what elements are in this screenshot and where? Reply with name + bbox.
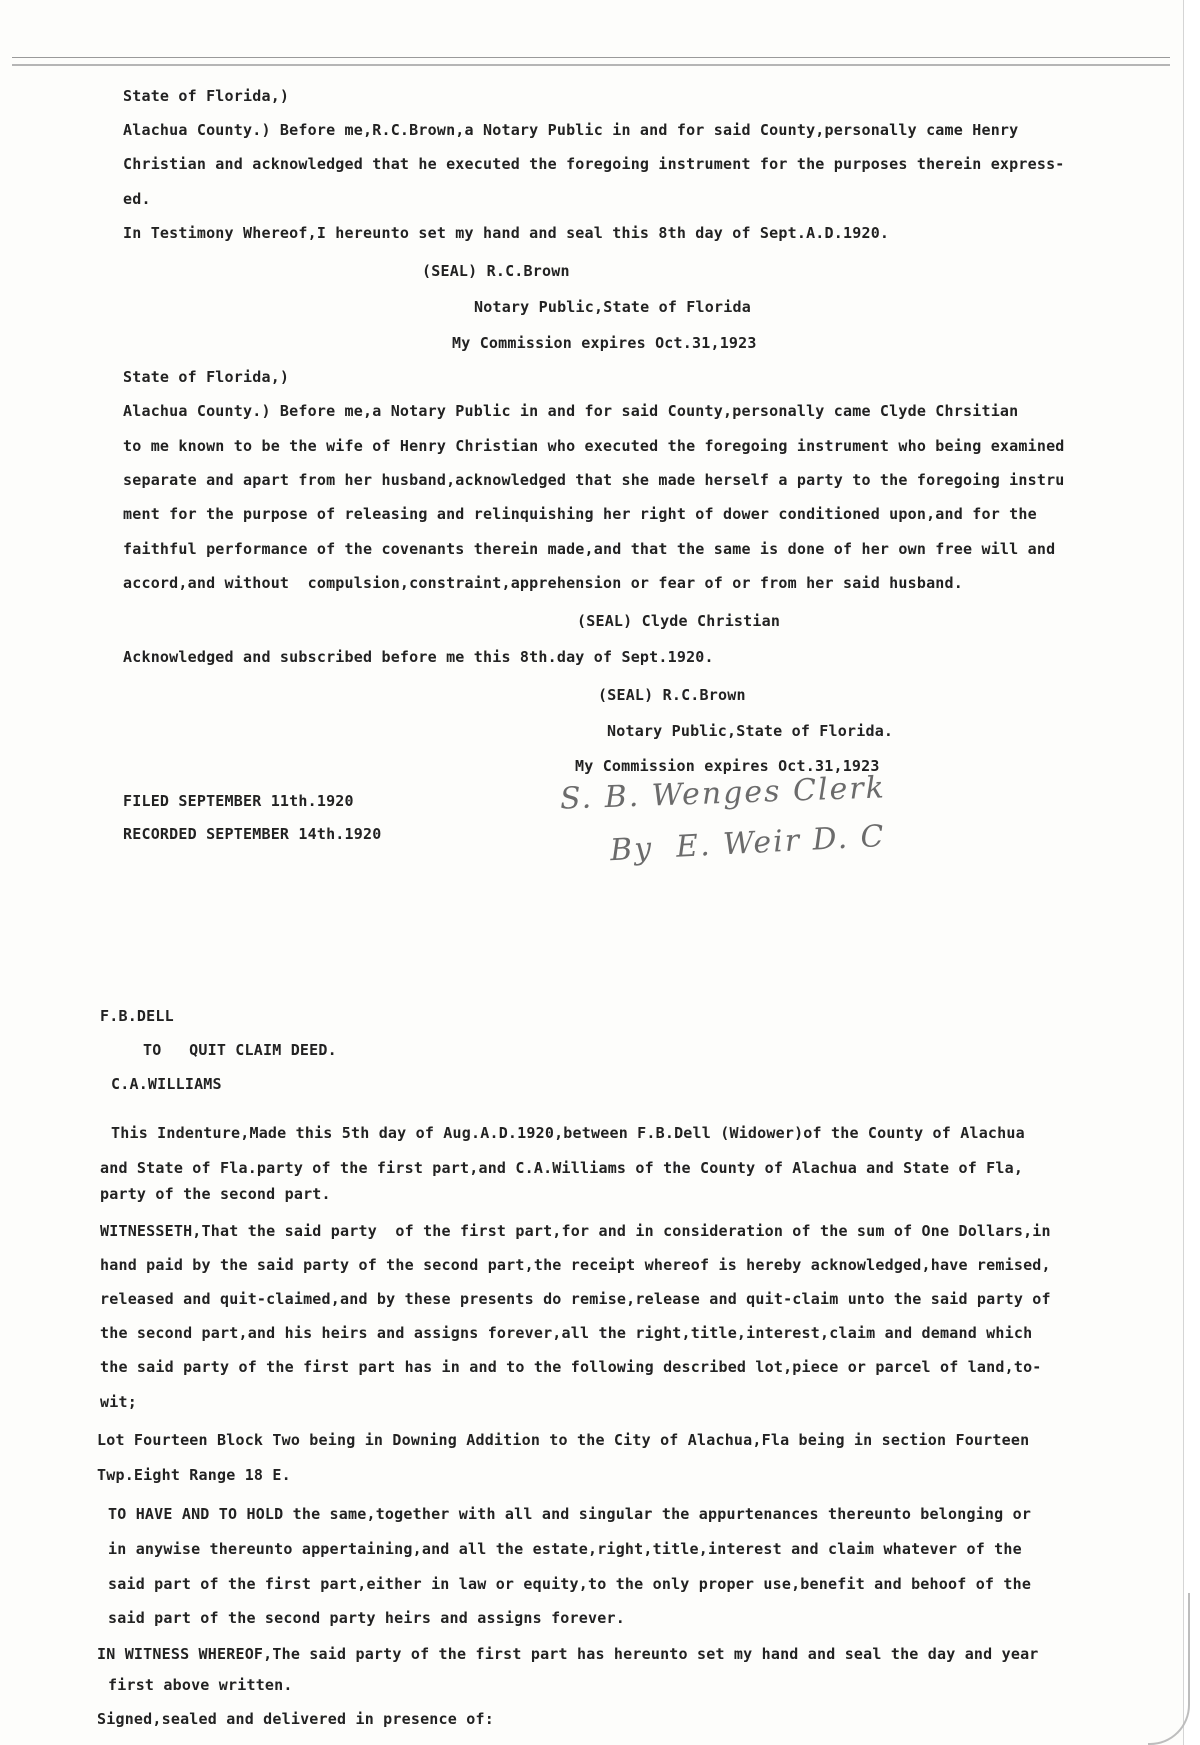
notary1-line-4: ed. bbox=[123, 190, 151, 208]
deed-habendum-3: said part of the first part,either in law or equity,to the only proper use,benefit and behoof of the bbox=[108, 1575, 1032, 1593]
deed-witness-1: IN WITNESS WHEREOF,The said party of the first part has hereunto set my hand and seal the day and year bbox=[97, 1645, 1039, 1663]
page-edge bbox=[1183, 0, 1200, 1745]
notary1-testimony: In Testimony Whereof,I hereunto set my hand and seal this 8th day of Sept.A.D.1920. bbox=[123, 224, 890, 242]
header-rule bbox=[12, 57, 1170, 66]
deed-para-7: the second part,and his heirs and assigns forever,all the right,title,interest,claim and demand which bbox=[100, 1324, 1033, 1342]
deed-township: Twp.Eight Range 18 E. bbox=[97, 1466, 291, 1484]
notary2-commission: My Commission expires Oct.31,1923 bbox=[575, 757, 880, 775]
notary2-line-2: Alachua County.) Before me,a Notary Public in and for said County,personally came Clyde Chrsitian bbox=[123, 402, 1019, 420]
notary2-seal: (SEAL) R.C.Brown bbox=[598, 686, 746, 704]
deed-habendum-1: TO HAVE AND TO HOLD the same,together with all and singular the appurtenances thereunto belonging or bbox=[108, 1505, 1032, 1523]
deed-para-5: hand paid by the said party of the second part,the receipt whereof is hereby acknowledged,have remised, bbox=[100, 1256, 1051, 1274]
deed-para-4: WITNESSETH,That the said party of the first part,for and in consideration of the sum of One Dollars,in bbox=[100, 1222, 1051, 1240]
deed-para-1: This Indenture,Made this 5th day of Aug.A.D.1920,between F.B.Dell (Widower)of the County of Alachua bbox=[111, 1124, 1025, 1142]
deed-title: TO QUIT CLAIM DEED. bbox=[143, 1041, 337, 1059]
filed-date: FILED SEPTEMBER 11th.1920 bbox=[123, 792, 354, 810]
deed-para-6: released and quit-claimed,and by these presents do remise,release and quit-claim unto the said party of bbox=[100, 1290, 1051, 1308]
notary2-title: Notary Public,State of Florida. bbox=[607, 722, 894, 740]
page-curl bbox=[1148, 1593, 1190, 1745]
notary2-wife-seal: (SEAL) Clyde Christian bbox=[577, 612, 781, 630]
deed-para-8: the said party of the first part has in and to the following described lot,piece or parcel of land,to- bbox=[100, 1358, 1042, 1376]
notary1-line-2: Alachua County.) Before me,R.C.Brown,a Notary Public in and for said County,personally came Henry bbox=[123, 121, 1019, 139]
deed-habendum-2: in anywise thereunto appertaining,and all the estate,right,title,interest and claim whatever of the bbox=[108, 1540, 1022, 1558]
deputy-signature: By E. Weir D. C bbox=[609, 818, 887, 869]
deed-para-3: party of the second part. bbox=[100, 1185, 331, 1203]
notary2-line-4: separate and apart from her husband,acknowledged that she made herself a party to the foregoing instru bbox=[123, 471, 1065, 489]
deed-grantor: F.B.DELL bbox=[100, 1007, 174, 1025]
notary1-line-3: Christian and acknowledged that he executed the foregoing instrument for the purposes therein express- bbox=[123, 155, 1065, 173]
notary2-line-1: State of Florida,) bbox=[123, 368, 290, 386]
deed-grantee: C.A.WILLIAMS bbox=[111, 1075, 222, 1093]
notary2-line-3: to me known to be the wife of Henry Christian who executed the foregoing instrument who being examined bbox=[123, 437, 1065, 455]
deed-para-9: wit; bbox=[100, 1393, 137, 1411]
clerk-signature: S. B. Wenges Clerk bbox=[559, 770, 887, 817]
notary2-acknowledged: Acknowledged and subscribed before me this 8th.day of Sept.1920. bbox=[123, 648, 714, 666]
recorded-date: RECORDED SEPTEMBER 14th.1920 bbox=[123, 825, 382, 843]
deed-habendum-4: said part of the second party heirs and assigns forever. bbox=[108, 1609, 625, 1627]
notary2-line-7: accord,and without compulsion,constraint,apprehension or fear of or from her said husband. bbox=[123, 574, 963, 592]
notary1-commission: My Commission expires Oct.31,1923 bbox=[452, 334, 757, 352]
notary2-line-6: faithful performance of the covenants therein made,and that the same is done of her own free will and bbox=[123, 540, 1056, 558]
notary1-title: Notary Public,State of Florida bbox=[474, 298, 751, 316]
deed-para-2: and State of Fla.party of the first part,and C.A.Williams of the County of Alachua and State of Fla, bbox=[100, 1159, 1024, 1177]
notary1-seal: (SEAL) R.C.Brown bbox=[422, 262, 570, 280]
deed-witness-2: first above written. bbox=[108, 1676, 293, 1694]
deed-signed-sealed: Signed,sealed and delivered in presence of: bbox=[97, 1710, 494, 1728]
notary2-line-5: ment for the purpose of releasing and relinquishing her right of dower conditioned upon,and for the bbox=[123, 505, 1037, 523]
deed-lot-description: Lot Fourteen Block Two being in Downing Addition to the City of Alachua,Fla being in section Fourteen bbox=[97, 1431, 1030, 1449]
notary1-line-1: State of Florida,) bbox=[123, 87, 290, 105]
